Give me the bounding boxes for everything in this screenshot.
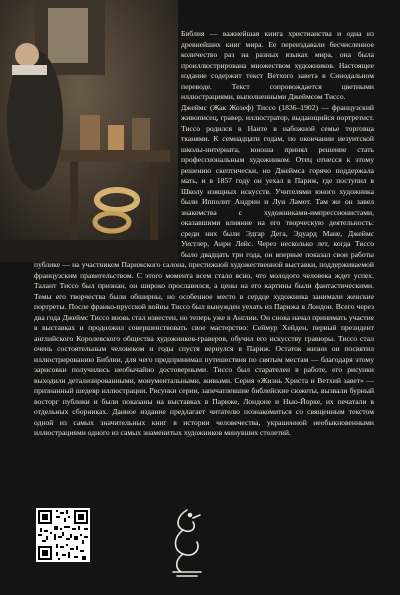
qr-code-icon bbox=[36, 508, 90, 562]
publisher-logo-icon bbox=[167, 506, 207, 581]
biography-paragraph: Джеймс (Жак Жозеф) Тиссо (1836–1902) — французский живописец, гравер, иллюстратор, выдающийся портретист. Тиссо родился в Нанте в набожной семье торговца тканями. К семнадцати годам, по окончании иезуитской школы-интерната, юноша принял решение стать профессиональным художником. Отец отнесся к этому решению скептически, но Джеймса горячо поддержала мать, и в 1857 году он уехал в Париж, где поступил в Школу изящных искусств. Учителями юного художника были Ипполит Андрин и Луи Ламот. Там же он завел знакомства с художниками-импрессионистами, оказавшими влияние на его творческую деятельность: среди них были Эдгар Дега, Эдуард Мане, Джеймс Уистлер, Анри Лейс. Через несколько лет, когда Тиссо было двадцать три года, он впервые показал свои работы публике — на участником Парижского салона, престижной художественной выставки, поддерживаемой французским правительством. С этого момента всем стало ясно, что молодого человека ждет успех. Талант Тиссо был признан, он широко прославился, а цены на его картины были фантастическими. Темы его творчества были обширны, но особенное место в сердце художника занимали женские портреты. После франко-прусской войны Тиссо был вынужден уехать из Парижа в Лондон. Всего через два года Джеймс Тиссо вновь стал известен, но теперь уже в Англии. Он снова начал принимать участие в выставках и продолжил совершенствовать свое мастерство: Сеймур Хейден, первый президент английского Королевского общества художников-граверов, обучил его искусству гравюры. Тиссо стал очень состоятельным человеком и годы спустя вернулся в Париж. Остаток жизни он посвятил иллюстрированию Библии, для чего предпринимал путешествия по святым местам — благодаря этому зарисовки получились необычайно достоверными. Тиссо был старателен в работе, его рисунки выходили детализированными, монументальными, живыми. Серия «Жизнь Христа и Ветхий завет» — признанный шедевр иллюстрации. Рисунки серии, запечатлевшие библейские сюжеты, вызвали бурный восторг публики и были показаны на выставках в Париже, Лондоне и Нью-Йорке, их печатали в отдельных сборниках. Данное издание предлагает читателю познакомиться со священным текстом одной из самых значительных книг в истории человечества, украшенной необыкновенными иллюстрациями одного из самых знаменитых художников минувших столетий. bbox=[34, 102, 374, 437]
description-text bbox=[34, 29, 374, 439]
intro-paragraph: Библия — важнейшая книга христианства и одна из древнейших книг мира. Ее переиздавали бесчисленное количество раз на разных языках мира, она была проиллюстрирована множеством художников. Настоящее издание содержит текст Ветхого завета в Синодальном переводе. Текст сопровождается цветными иллюстрациями, выполненными Джеймсом Тиссо. bbox=[181, 29, 374, 101]
